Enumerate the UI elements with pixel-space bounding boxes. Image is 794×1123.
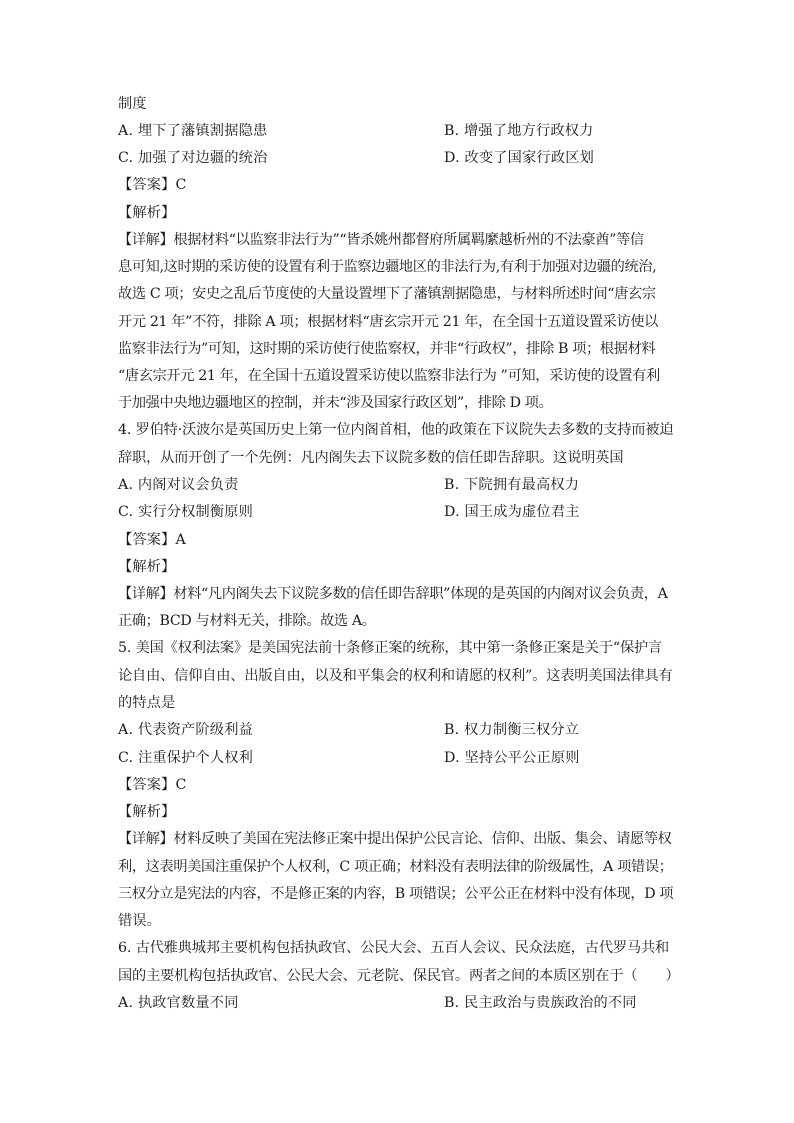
q6-stem-line: 国的主要机构包括执政官、公民大会、元老院、保民官。两者之间的本质区别在于（ ） — [118, 968, 680, 984]
q3-analysis-label: 【解析】 — [118, 205, 176, 221]
q3-option-b: B. 增强了地方行政权力 — [444, 123, 594, 139]
q3-detail-line: 监察非法行为”可知，这时期的采访使行使监察权，并非“行政权”，排除 B 项；根据材料 — [118, 341, 656, 357]
q5-option-a: A. 代表资产阶级利益 — [118, 722, 253, 738]
q5-stem-line: 的特点是 — [118, 695, 176, 711]
q4-option-b: B. 下院拥有最高权力 — [444, 477, 580, 493]
q5-option-c: C. 注重保护个人权利 — [118, 750, 254, 766]
q3-detail-line: 故选 C 项；安史之乱后节度使的大量设置埋下了藩镇割据隐患，与材料所述时间“唐玄宗 — [118, 286, 656, 302]
q6-option-a: A. 执政官数量不同 — [118, 995, 239, 1011]
q6-option-b: B. 民主政治与贵族政治的不同 — [444, 995, 637, 1011]
q4-answer: 【答案】A — [118, 532, 186, 548]
q5-detail-line: 错误。 — [118, 913, 162, 929]
q3-option-a: A. 埋下了藩镇割据隐患 — [118, 123, 268, 139]
q4-stem-line: 辞职，从而开创了一个先例：凡内阁失去下议院多数的信任即告辞职。这说明英国 — [118, 450, 624, 466]
q5-detail-line: 三权分立是宪法的内容，不是修正案的内容，B 项错误；公平公正在材料中没有体现，D 项 — [118, 886, 674, 902]
q3-detail-line: 【详解】根据材料“以监察非法行为”“皆杀姚州都督府所属羁縻越析州的不法豪酋”等信 — [118, 232, 644, 248]
q5-stem-line: 论自由、信仰自由、出版自由，以及和平集会的权利和请愿的权利”。这表明美国法律具有 — [118, 668, 673, 684]
q3-option-c: C. 加强了对边疆的统治 — [118, 150, 268, 166]
q5-detail-line: 【详解】材料反映了美国在宪法修正案中提出保护公民言论、信仰、出版、集会、请愿等权 — [118, 831, 672, 847]
q6-stem-line: 6. 古代雅典城邦主要机构包括执政官、公民大会、五百人会议、民众法庭，古代罗马共和 — [118, 940, 670, 956]
q4-stem-line: 4. 罗伯特·沃波尔是英国历史上第一位内阁首相，他的政策在下议院失去多数的支持而被迫 — [118, 422, 674, 438]
q3-stem-tail: 制度 — [118, 96, 147, 112]
q3-detail-line: “唐玄宗开元 21 年，在全国十五道设置采访使以监察非法行为 ”可知，采访使的设置有利 — [118, 368, 660, 384]
q5-option-b: B. 权力制衡三权分立 — [444, 722, 580, 738]
q4-option-d: D. 国王成为虚位君主 — [444, 504, 580, 520]
q4-option-c: C. 实行分权制衡原则 — [118, 504, 254, 520]
q4-detail-line: 正确；BCD 与材料无关，排除。故选 A。 — [118, 613, 376, 629]
q4-analysis-label: 【解析】 — [118, 559, 176, 575]
q3-detail-line: 开元 21 年”不符，排除 A 项；根据材料“唐玄宗开元 21 年，在全国十五道设置采访使以 — [118, 314, 659, 330]
q3-detail-line: 息可知,这时期的采访使的设置有利于监察边疆地区的非法行为,有利于加强对边疆的统治, — [118, 259, 657, 275]
q3-detail-line: 于加强中央地边疆地区的控制，并未“涉及国家行政区划”，排除 D 项。 — [118, 395, 553, 411]
q4-option-a: A. 内阁对议会负责 — [118, 477, 239, 493]
q5-detail-line: 利，这表明美国注重保护个人权利，C 项正确；材料没有表明法律的阶级属性，A 项错误； — [118, 859, 673, 875]
q5-option-d: D. 坚持公平公正原则 — [444, 750, 580, 766]
q3-option-d: D. 改变了国家行政区划 — [444, 150, 594, 166]
q5-answer: 【答案】C — [118, 777, 187, 793]
q3-answer: 【答案】C — [118, 177, 187, 193]
q5-stem-line: 5. 美国《权利法案》是美国宪法前十条修正案的统称，其中第一条修正案是关于“保护言 — [118, 640, 663, 656]
q4-detail-line: 【详解】材料“凡内阁失去下议院多数的信任即告辞职”体现的是英国的内阁对议会负责，A — [118, 586, 668, 602]
q5-analysis-label: 【解析】 — [118, 804, 176, 820]
